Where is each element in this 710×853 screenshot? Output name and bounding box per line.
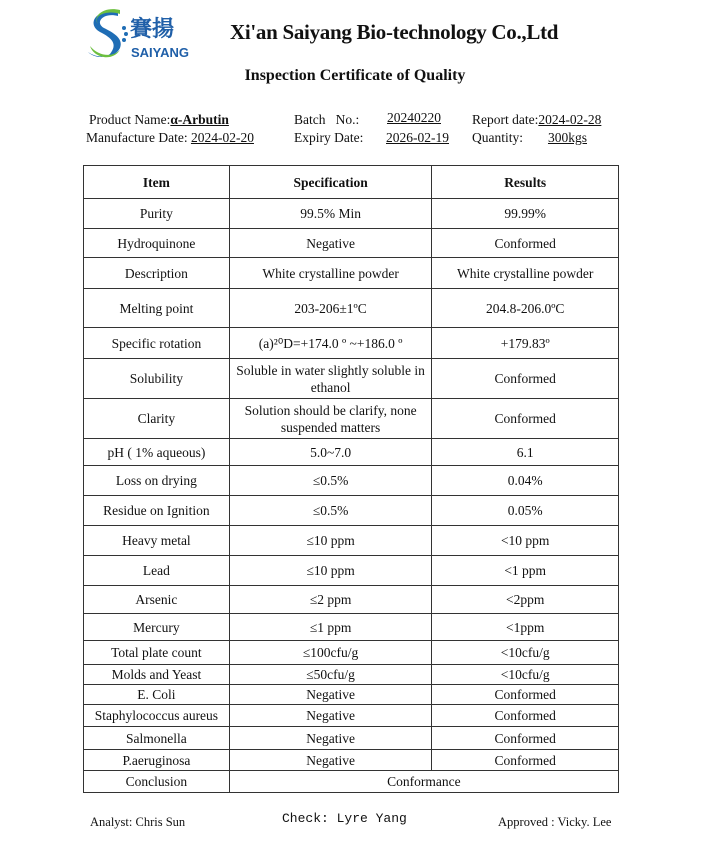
table-row bbox=[84, 496, 619, 526]
company-logo bbox=[84, 6, 209, 60]
specification-cell: (a)²⁰D=+174.0 º ~+186.0 º bbox=[229, 328, 432, 359]
expiry-label: Expiry Date: bbox=[294, 130, 364, 145]
item-cell: Molds and Yeast bbox=[84, 665, 230, 685]
specification-cell: ≤0.5% bbox=[229, 496, 432, 526]
item-cell: Staphylococcus aureus bbox=[84, 705, 230, 727]
table-row bbox=[84, 614, 619, 641]
result-cell: 0.05% bbox=[432, 496, 619, 526]
item-cell: Description bbox=[84, 258, 230, 289]
item-cell: E. Coli bbox=[84, 685, 230, 705]
result-cell: White crystalline powder bbox=[432, 258, 619, 289]
table-row bbox=[84, 199, 619, 229]
result-cell: Conformed bbox=[432, 399, 619, 439]
table-header-row bbox=[84, 166, 619, 199]
table-row bbox=[84, 399, 619, 439]
result-cell: 0.04% bbox=[432, 466, 619, 496]
result-cell: +179.83º bbox=[432, 328, 619, 359]
specification-cell: Solution should be clarify, none suspended matters bbox=[229, 399, 432, 439]
analyst: Analyst: Chris Sun bbox=[90, 815, 186, 829]
conclusion-row bbox=[84, 771, 619, 793]
result-cell: Conformed bbox=[432, 229, 619, 258]
item-cell: pH ( 1% aqueous) bbox=[84, 439, 230, 466]
company-name: Xi'an Saiyang Bio-technology Co.,Ltd bbox=[230, 20, 559, 44]
specification-cell: 99.5% Min bbox=[229, 199, 432, 229]
item-cell: Heavy metal bbox=[84, 526, 230, 556]
result-cell: <10cfu/g bbox=[432, 641, 619, 665]
item-cell: Loss on drying bbox=[84, 466, 230, 496]
specification-cell: ≤10 ppm bbox=[229, 526, 432, 556]
item-cell: Total plate count bbox=[84, 641, 230, 665]
result-cell: 99.99% bbox=[432, 199, 619, 229]
item-cell: Clarity bbox=[84, 399, 230, 439]
batch-label: Batch No.: bbox=[294, 112, 360, 127]
header-specification: Specification bbox=[229, 166, 432, 199]
document-title: Inspection Certificate of Quality bbox=[244, 67, 466, 84]
expiry-date: 2026-02-19 bbox=[386, 130, 449, 145]
specification-cell: Negative bbox=[229, 685, 432, 705]
item-cell: Solubility bbox=[84, 359, 230, 399]
batch-number: 20240220 bbox=[387, 110, 441, 125]
table-row bbox=[84, 328, 619, 359]
result-cell: <10 ppm bbox=[432, 526, 619, 556]
specification-cell: White crystalline powder bbox=[229, 258, 432, 289]
checker: Check: Lyre Yang bbox=[282, 811, 407, 826]
item-cell: Arsenic bbox=[84, 586, 230, 614]
table-row bbox=[84, 727, 619, 750]
item-cell: Lead bbox=[84, 556, 230, 586]
specification-cell: ≤50cfu/g bbox=[229, 665, 432, 685]
table-row bbox=[84, 359, 619, 399]
header-results: Results bbox=[432, 166, 619, 199]
result-cell: <2ppm bbox=[432, 586, 619, 614]
result-cell: Conformed bbox=[432, 685, 619, 705]
result-cell: Conformed bbox=[432, 727, 619, 750]
specification-cell: Negative bbox=[229, 750, 432, 771]
conclusion-value: Conformance bbox=[229, 771, 618, 793]
specification-cell: ≤2 ppm bbox=[229, 586, 432, 614]
result-cell: Conformed bbox=[432, 359, 619, 399]
specification-cell: ≤10 ppm bbox=[229, 556, 432, 586]
specification-cell: Negative bbox=[229, 229, 432, 258]
table-row bbox=[84, 556, 619, 586]
specification-cell: Negative bbox=[229, 705, 432, 727]
specification-cell: Soluble in water slightly soluble in ethanol bbox=[229, 359, 432, 399]
table-row bbox=[84, 439, 619, 466]
product-name-field: Product Name:α-Arbutin bbox=[89, 112, 229, 127]
item-cell: Purity bbox=[84, 199, 230, 229]
table-row bbox=[84, 289, 619, 328]
item-cell: Residue on Ignition bbox=[84, 496, 230, 526]
item-cell: Mercury bbox=[84, 614, 230, 641]
conclusion-label: Conclusion bbox=[84, 771, 230, 793]
table-row bbox=[84, 526, 619, 556]
result-cell: Conformed bbox=[432, 750, 619, 771]
report-date-field: Report date:2024-02-28 bbox=[472, 112, 602, 127]
specification-cell: 203-206±1ºC bbox=[229, 289, 432, 328]
item-cell: Specific rotation bbox=[84, 328, 230, 359]
table-row bbox=[84, 750, 619, 771]
table-row bbox=[84, 641, 619, 665]
item-cell: P.aeruginosa bbox=[84, 750, 230, 771]
item-cell: Hydroquinone bbox=[84, 229, 230, 258]
specification-cell: ≤100cfu/g bbox=[229, 641, 432, 665]
logo-cn: 賽揚 bbox=[130, 17, 175, 42]
logo-en: SAIYANG bbox=[131, 45, 190, 60]
table-row bbox=[84, 229, 619, 258]
specification-cell: Negative bbox=[229, 727, 432, 750]
result-cell: <1ppm bbox=[432, 614, 619, 641]
quantity-field: Quantity: 300kgs bbox=[472, 130, 587, 145]
item-cell: Melting point bbox=[84, 289, 230, 328]
inspection-table bbox=[83, 165, 619, 793]
table-row bbox=[84, 685, 619, 705]
result-cell: <10cfu/g bbox=[432, 665, 619, 685]
result-cell: 204.8-206.0ºC bbox=[432, 289, 619, 328]
table-row bbox=[84, 705, 619, 727]
specification-cell: ≤0.5% bbox=[229, 466, 432, 496]
table-row bbox=[84, 258, 619, 289]
specification-cell: 5.0~7.0 bbox=[229, 439, 432, 466]
approver: Approved : Vicky. Lee bbox=[498, 815, 612, 829]
item-cell: Salmonella bbox=[84, 727, 230, 750]
result-cell: <1 ppm bbox=[432, 556, 619, 586]
table-row bbox=[84, 665, 619, 685]
table-row bbox=[84, 586, 619, 614]
manufacture-date-field: Manufacture Date: 2024-02-20 bbox=[86, 130, 254, 145]
result-cell: Conformed bbox=[432, 705, 619, 727]
specification-cell: ≤1 ppm bbox=[229, 614, 432, 641]
header-item: Item bbox=[84, 166, 230, 199]
table-row bbox=[84, 466, 619, 496]
result-cell: 6.1 bbox=[432, 439, 619, 466]
